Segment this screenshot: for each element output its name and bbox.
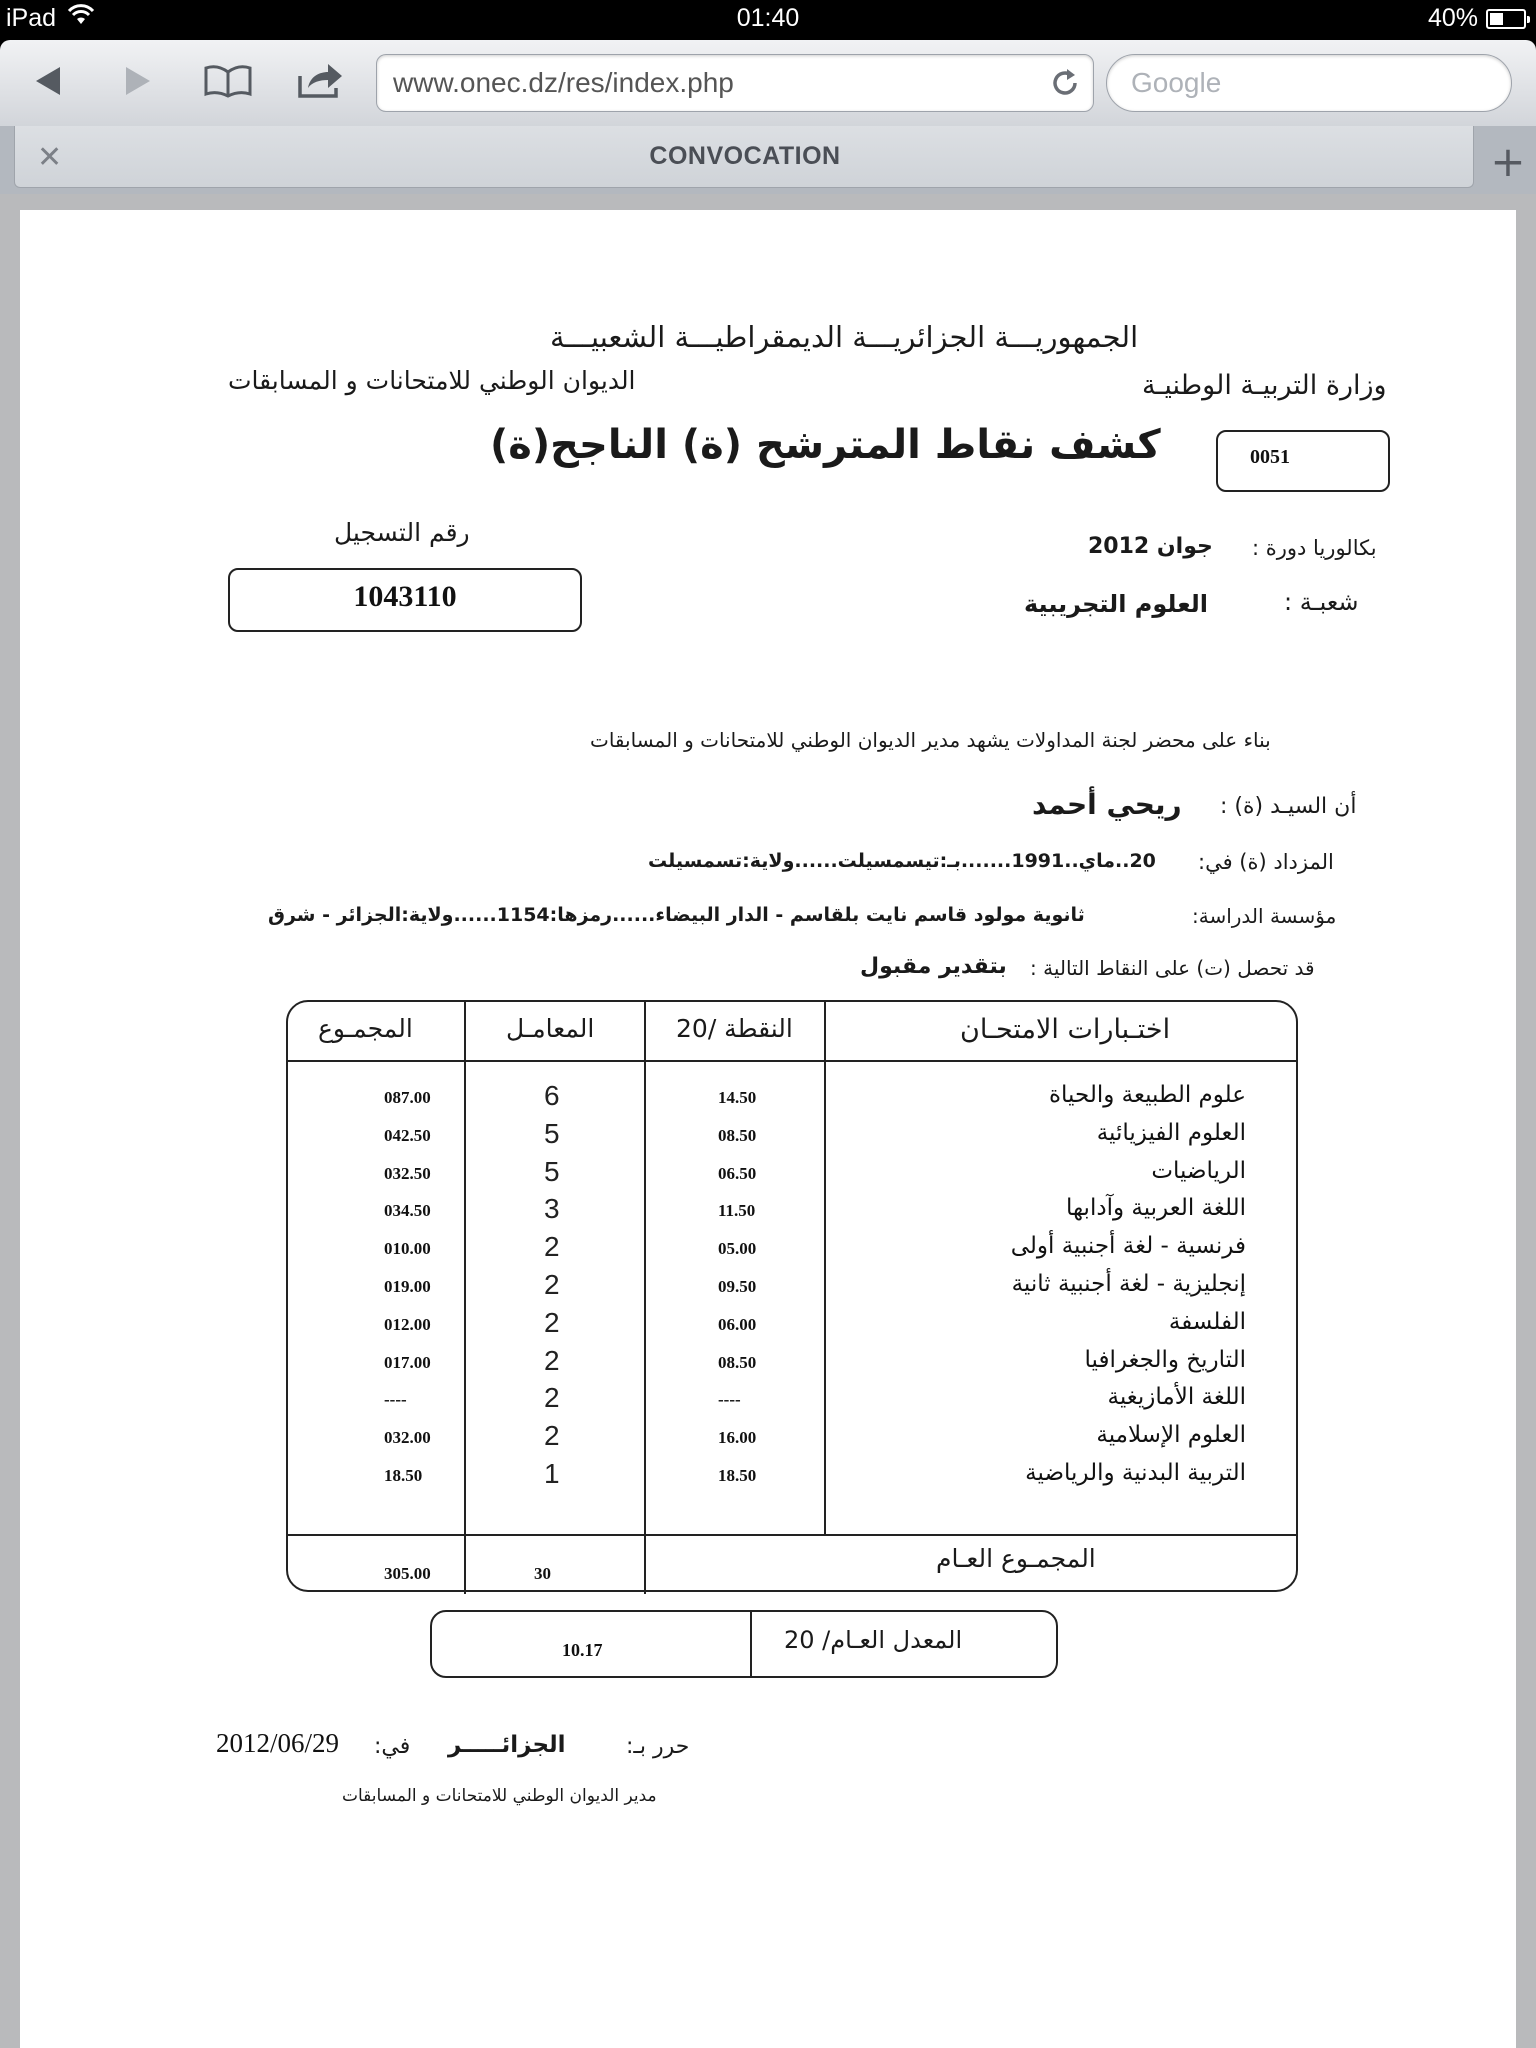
back-arrow-icon [30,63,66,99]
url-field[interactable] [376,54,1094,112]
session-value: جوان 2012 [1088,534,1213,559]
row-total: ---- [384,1390,407,1410]
document-title: كشف نقاط المترشح (ة) الناجح(ة) [490,422,1161,468]
book-icon [204,64,252,98]
row-grade: ---- [718,1390,741,1410]
branch-value: العلوم التجريبية [1024,590,1208,618]
header-coef: المعامـل [506,1014,595,1043]
birth-value: 20..ماي..1991.......بـ:تيسمسيلت......ولاية:تسمسيلت [648,850,1156,872]
row-subject: اللغة العربية وآدابها [1065,1195,1246,1222]
row-grade: 14.50 [718,1088,757,1107]
row-total: 032.50 [384,1163,431,1183]
header-subject: اختـبارات الامتحـان [960,1014,1171,1045]
table-row [288,1156,1296,1192]
row-coef: 3 [544,1193,560,1225]
code-box [1216,430,1390,492]
issued-place: الجزائـــــر [448,1732,566,1758]
issue-date: 2012/06/29 [216,1728,340,1758]
row-total: 012.00 [384,1314,431,1334]
row-coef: 2 [544,1306,560,1338]
average-box [430,1610,1058,1678]
code-value: 0051 [1250,446,1290,468]
row-grade: 05.00 [718,1239,757,1259]
row-total: 032.00 [384,1428,431,1448]
search-field[interactable] [1106,54,1512,112]
grades-value: بتقدير مقبول [860,954,1007,979]
share-button[interactable] [292,56,348,106]
grand-total-coef: 30 [534,1564,551,1583]
status-bar [0,0,1536,40]
row-subject: الرياضيات [1151,1157,1246,1184]
row-coef: 1 [544,1458,560,1489]
header-grade: النقطة /20 [676,1014,793,1043]
row-grade: 06.50 [718,1163,757,1183]
forward-arrow-icon [120,63,156,99]
row-coef: 2 [544,1382,560,1414]
table-row [288,1118,1296,1154]
tab-convocation[interactable] [14,126,1474,188]
row-subject: فرنسية - لغة أجنبية أولى [1010,1233,1246,1260]
battery-icon [1486,9,1526,29]
search-placeholder: Google [1131,67,1222,98]
row-grade: 11.50 [718,1201,756,1221]
row-grade: 09.50 [718,1277,757,1296]
row-grade: 16.00 [718,1428,757,1448]
tab-title: CONVOCATION [649,142,841,170]
row-subject: التربية البدنية والرياضية [1025,1460,1246,1486]
row-total: 087.00 [384,1088,431,1107]
average-value: 10.17 [562,1640,603,1660]
url-text: www.onec.dz/res/index.php [393,67,734,98]
session-label: بكالوريا دورة : [1252,536,1377,560]
registration-number: 1043110 [353,580,457,613]
share-icon [296,62,344,100]
table-row [288,1420,1296,1456]
registration-box [228,568,582,632]
school-label: مؤسسة الدراسة: [1192,904,1337,928]
deliberation-text: بناء على محضر لجنة المداولات يشهد مدير الديوان الوطني للامتحانات و المسابقات [590,728,1271,752]
ministry-name: وزارة التربيـة الوطنيـة [1142,370,1387,401]
row-grade: 08.50 [718,1352,757,1372]
school-value: ثانوية مولود قاسم نايت بلقاسم - الدار البيضاء......رمزها:1154......ولاية:الجزائر - شرق [268,904,1085,926]
row-coef: 5 [544,1155,560,1187]
row-coef: 2 [544,1269,560,1300]
reload-icon[interactable] [1049,67,1081,106]
clock: 01:40 [736,4,800,32]
new-tab-button[interactable]: + [1490,136,1526,186]
row-grade: 06.00 [718,1314,757,1334]
tab-bar [0,126,1536,194]
birth-label: المزداد (ة) في: [1198,850,1334,874]
battery-percent: 40% [1427,4,1478,32]
bookmarks-button[interactable] [200,56,256,106]
row-total: 034.50 [384,1201,431,1221]
row-subject: اللغة الأمازيغية [1107,1384,1246,1411]
browser-toolbar [0,40,1536,126]
row-total: 042.50 [384,1125,431,1145]
table-row [288,1080,1296,1116]
grades-label: قد تحصل (ت) على النقاط التالية : [1030,956,1315,980]
row-coef: 2 [544,1231,560,1263]
row-subject: الفلسفة [1168,1308,1246,1335]
row-subject: العلوم الفيزيائية [1096,1119,1246,1146]
back-button[interactable] [20,56,76,106]
table-row [288,1269,1296,1305]
table-row [288,1458,1296,1494]
row-coef: 2 [544,1344,560,1376]
office-name: الديوان الوطني للامتحانات و المسابقات [228,366,636,395]
row-coef: 2 [544,1420,560,1452]
row-subject: إنجليزية - لغة أجنبية ثانية [1011,1271,1246,1297]
row-grade: 08.50 [718,1125,757,1145]
row-total: 010.00 [384,1239,431,1259]
candidate-name: ريحي أحمد [1032,788,1182,821]
row-subject: التاريخ والجغرافيا [1084,1346,1246,1373]
republic-heading: الجمهوريـــة الجزائريـــة الديمقراطيـــة الشعبيـــة [550,320,1139,354]
row-subject: علوم الطبيعة والحياة [1048,1082,1246,1108]
forward-button[interactable] [110,56,166,106]
date-label: في: [374,1734,411,1759]
row-total: 019.00 [384,1277,431,1296]
device-name: iPad [6,4,57,32]
header-total: المجمـوع [318,1014,413,1043]
signatory: مدير الديوان الوطني للامتحانات و المسابقات [342,1786,657,1806]
row-coef: 5 [544,1117,560,1149]
row-grade: 18.50 [718,1466,757,1485]
table-row [288,1382,1296,1418]
candidate-label: أن السيـد (ة) : [1220,794,1357,819]
registration-label: رقم التسجيل [334,518,470,547]
branch-label: شعبـة : [1284,588,1359,616]
row-coef: 6 [544,1080,560,1111]
row-subject: العلوم الإسلامية [1096,1422,1246,1449]
table-row [288,1193,1296,1229]
table-row [288,1231,1296,1267]
row-total: 18.50 [384,1466,423,1485]
document-page [20,210,1516,2048]
table-row [288,1307,1296,1343]
web-content [0,194,1536,2048]
grand-total-label: المجمـوع العـام [936,1544,1096,1573]
row-total: 017.00 [384,1352,431,1372]
scores-table [286,1000,1298,1592]
close-tab-icon[interactable]: ✕ [37,140,63,175]
table-row [288,1345,1296,1381]
issued-label: حرر بـ: [626,1734,690,1759]
grand-total-sum: 305.00 [384,1564,431,1583]
average-label: المعدل العـام/ 20 [784,1626,963,1654]
